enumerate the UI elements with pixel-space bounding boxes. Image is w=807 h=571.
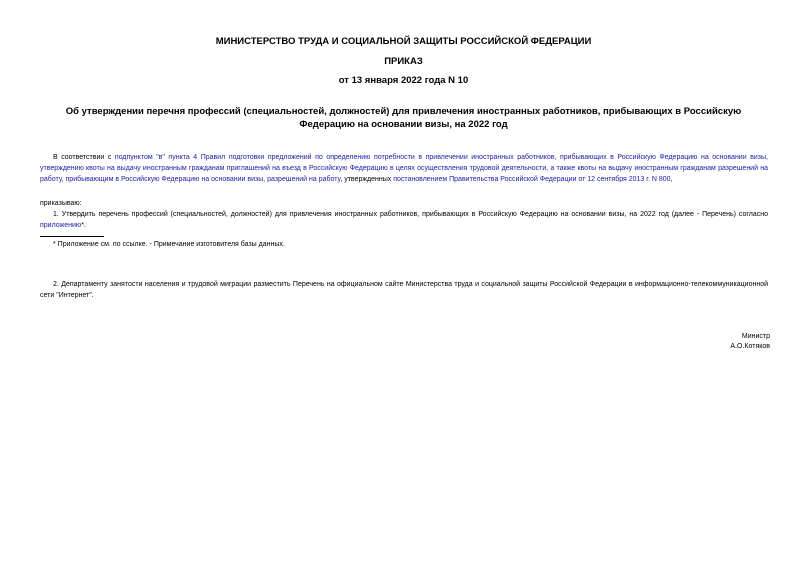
preamble-tail-2: ,	[670, 175, 673, 183]
signature-position: Министр	[741, 333, 770, 340]
signature-name: А.О.Котяков	[730, 343, 770, 350]
document-date-number: от 13 января 2022 года N 10	[338, 75, 469, 86]
footnote-divider	[40, 236, 104, 237]
item-1-paragraph	[40, 210, 768, 232]
item-1-text: 1. Утвердить перечень профессий (специальностей, должностей) для привлечения иностранных работников, прибывающих в Российскую Федерацию на основании визы, на 2022 год (далее - Перечень) согласно	[53, 211, 768, 218]
rules-link[interactable]: подпунктом "в" пункта 4 Правил подготовки предложений по определению потребности в привлечении иностранных работников, прибывающих в Российскую Федерацию на основании визы, утверждению квоты на выдачу иностранным гражданам приглашений на въезд в Российскую Федерацию в целях осуществления трудовой деятельности, а также квоты на выдачу иностранным гражданам разрешений на работу, прибывающим в Российскую Федерацию на основании визы, разрешений на работу	[40, 154, 768, 183]
government-decree-link[interactable]: постановлением Правительства Российской Федерации от 12 сентября 2013 г. N 800	[393, 175, 671, 183]
footnote: * Приложение см. по ссылке. - Примечание изготовителя базы данных.	[53, 241, 285, 248]
document-title: Об утверждении перечня профессий (специальностей, должностей) для привлечения иностранных работников, прибывающих в Российскую Федерацию на основании визы, на 2022 год	[65, 106, 742, 130]
preamble-paragraph	[40, 153, 768, 185]
item-2-paragraph: 2. Департаменту занятости населения и трудовой миграции разместить Перечень на официальном сайте Министерства труда и социальной защиты Российской Федерации в информационно-телекоммуникационной сети "Интернет".	[40, 281, 768, 299]
appendix-link[interactable]: приложению	[40, 221, 82, 229]
ministry-heading: МИНИСТЕРСТВО ТРУДА И СОЦИАЛЬНОЙ ЗАЩИТЫ РОССИЙСКОЙ ФЕДЕРАЦИИ	[215, 36, 592, 47]
document-type: ПРИКАЗ	[384, 56, 423, 67]
preamble-lead: В соответствии с	[53, 154, 115, 161]
order-word: приказываю:	[40, 200, 82, 207]
item-1-tail: *.	[81, 221, 86, 229]
preamble-tail-1: , утвержденных	[340, 175, 394, 183]
